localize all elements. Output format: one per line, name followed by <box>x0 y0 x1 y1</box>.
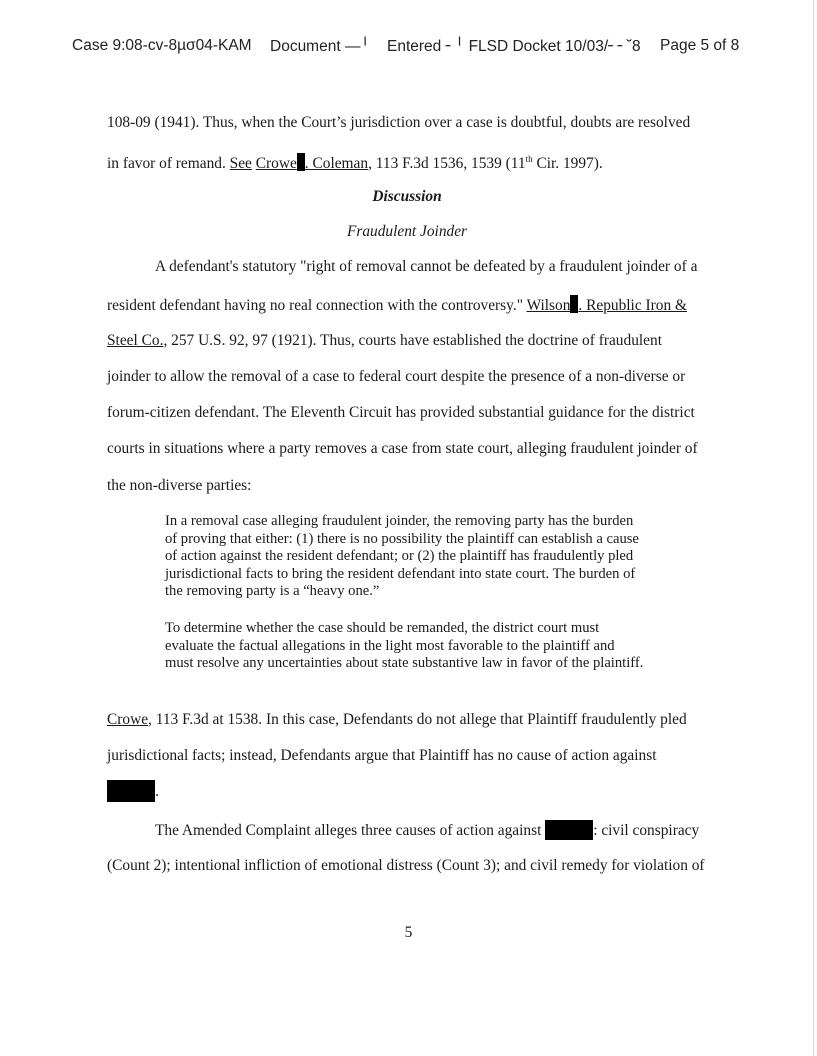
subsection-heading: Fraudulent Joinder <box>346 223 468 240</box>
page-edge <box>813 0 814 1056</box>
paragraph-line <box>107 153 603 173</box>
page-number <box>0 924 817 942</box>
paragraph-line <box>107 332 662 350</box>
quote-paragraph: To determine whether the case should be remanded, the district court must evaluate the factual allegations in the light most favorable to the plaintiff and must resolve any uncertainties about state substantive law in favor of the plaintiff. <box>165 620 644 671</box>
redaction-bar <box>107 780 155 802</box>
text-run: The Amended Complaint alleges three causes of action against <box>155 822 546 839</box>
case-citation-coleman: . Coleman <box>304 155 369 172</box>
text-run: : civil conspiracy <box>593 822 700 839</box>
case-citation-republic: . Republic Iron & <box>578 297 687 314</box>
text-run: Cir. 1997). <box>532 155 603 172</box>
paragraph-line: 108-09 (1941). Thus, when the Court’s jurisdiction over a case is doubtful, doubts are resolved <box>107 114 691 131</box>
text-run: resident defendant having no real connection with the controversy." <box>107 297 527 314</box>
signal-see: See <box>229 155 252 172</box>
page-indicator: Page 5 of 8 <box>660 37 740 54</box>
block-quote <box>165 620 645 673</box>
redaction-bar <box>545 820 593 840</box>
block-quote <box>165 513 645 601</box>
paragraph-line <box>107 780 159 802</box>
case-citation-crowe: Crowe <box>107 711 149 728</box>
superscript: th <box>525 154 533 164</box>
paragraph-line: A defendant's statutory "right of removal cannot be defeated by a fraudulent joinder of a <box>155 258 698 275</box>
paragraph-line <box>107 295 687 315</box>
text-run: . <box>155 783 159 800</box>
text-run: , 257 U.S. 92, 97 (1921). Thus, courts have established the doctrine of fraudulent <box>163 332 662 349</box>
text-run: , 113 F.3d 1536, 1539 (11 <box>368 155 526 172</box>
paragraph-line <box>155 820 699 840</box>
paragraph-line: jurisdictional facts; instead, Defendants argue that Plaintiff has no cause of action against <box>107 747 657 764</box>
paragraph-line: the non-diverse parties: <box>107 477 252 494</box>
text-run: , 113 F.3d at 1538. In this case, Defendants do not allege that Plaintiff fraudulently pled <box>148 711 687 728</box>
paragraph-line: forum-citizen defendant. The Eleventh Circuit has provided substantial guidance for the district <box>107 404 695 421</box>
case-number: Case 9:08-cv-8µσ04-KAM <box>72 37 252 54</box>
paragraph-line: courts in situations where a party removes a case from state court, alleging fraudulent joinder of <box>107 440 698 457</box>
paragraph-line: (Count 2); intentional infliction of emotional distress (Count 3); and civil remedy for violation of <box>107 857 705 874</box>
case-citation-crowe: Crowe <box>255 155 297 172</box>
redaction-bar <box>297 153 305 171</box>
document-number: Document —╵ <box>270 38 370 55</box>
case-citation-steel: Steel Co. <box>107 332 164 349</box>
paragraph-line: joinder to allow the removal of a case to federal court despite the presence of a non-diverse or <box>107 368 686 385</box>
section-heading: Discussion <box>372 188 442 205</box>
text-run: in favor of remand. <box>107 155 230 172</box>
paragraph-line <box>107 711 687 729</box>
page-number-text: 5 <box>404 924 413 941</box>
quote-paragraph: In a removal case alleging fraudulent joinder, the removing party has the burden of proving that either: (1) there is no possibility the plaintiff can establish a cause of action against the resident defendant; or (2) the plaintiff has fraudulently pled jurisdictional facts to bring the resident defendant into state court. The burden of the removing party is a “heavy one.” <box>165 513 639 599</box>
docket-entry: Entered ╴╵ FLSD Docket 10/03/╴╴˘8 <box>387 38 641 55</box>
case-citation-wilson: Wilson <box>526 297 571 314</box>
